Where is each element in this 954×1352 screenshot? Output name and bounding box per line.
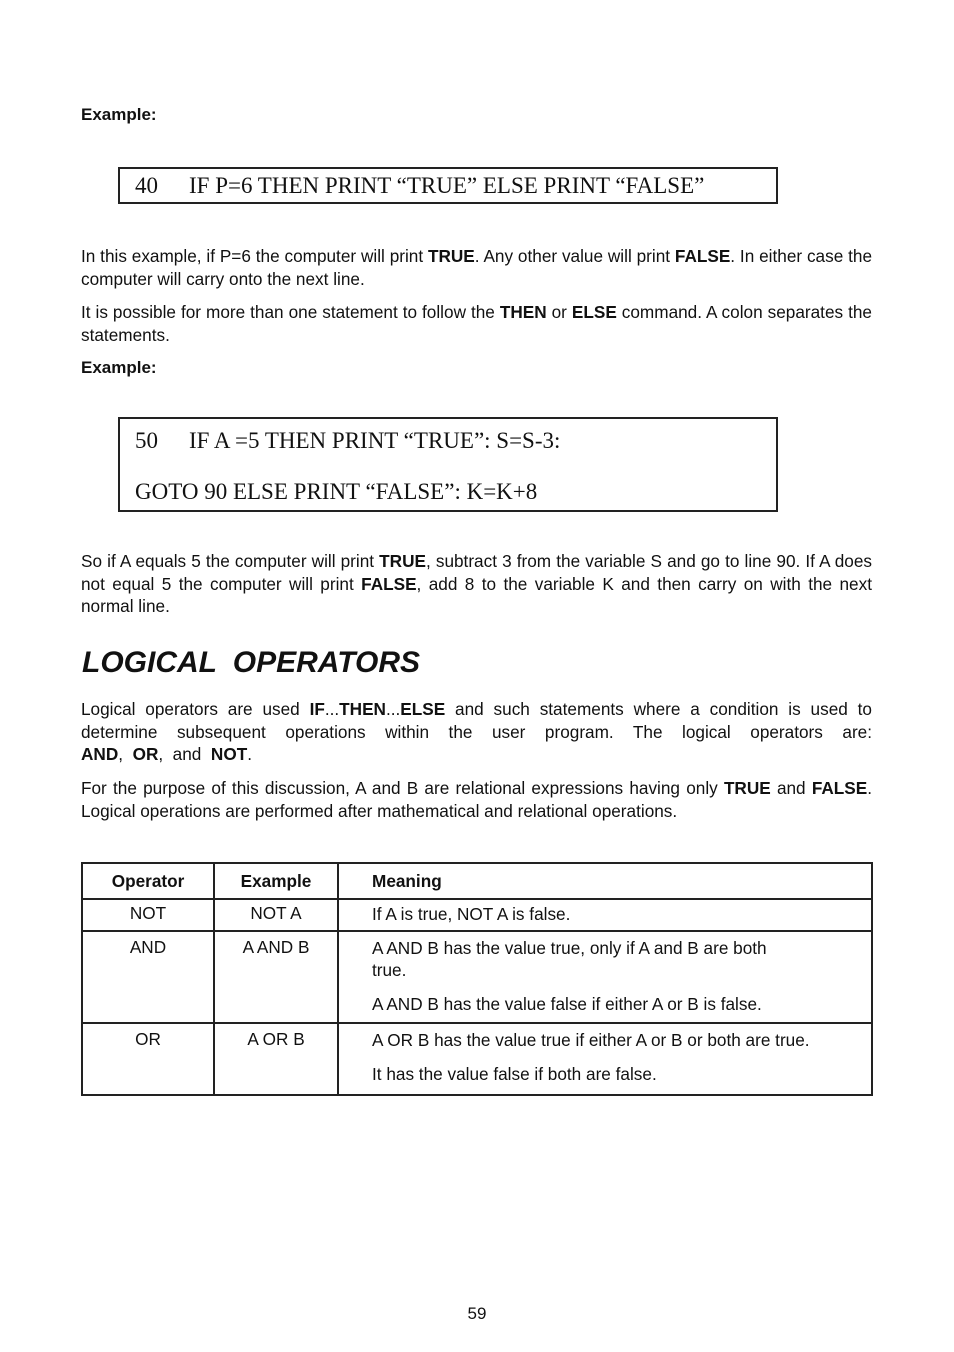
keyword-then: THEN — [499, 302, 547, 322]
example-label: Example: — [81, 358, 157, 377]
text-run: So if A equals 5 the computer will print — [81, 551, 380, 571]
paragraph-multiple-statements — [81, 301, 872, 346]
keyword-else: ELSE — [571, 302, 617, 322]
table-row — [82, 1023, 872, 1095]
text-run: command. A colon separates the statements. — [81, 302, 872, 345]
meaning-text: A OR B has the value true if either A or B or both are true. — [372, 1030, 810, 1050]
paragraph-if-example — [81, 245, 872, 290]
text-run: . — [247, 744, 252, 764]
text-run: For the purpose of this discussion, A and B are relational expressions having only — [81, 778, 724, 798]
meaning-text: A AND B has the value false if either A or B is false. — [372, 993, 762, 1014]
logical-operators-table — [81, 862, 873, 1096]
table-row — [82, 931, 872, 1024]
keyword-false: FALSE — [674, 246, 731, 266]
meaning-cell — [338, 931, 872, 1024]
text-run: or — [546, 302, 572, 322]
keyword-and: AND — [81, 744, 119, 764]
paragraph-purpose — [81, 777, 872, 822]
text-run: and — [770, 778, 812, 798]
paragraph-logical-operators — [81, 698, 872, 766]
operator-cell: AND — [82, 931, 214, 1024]
keyword-else: ELSE — [400, 699, 446, 719]
keyword-not: NOT — [210, 744, 248, 764]
table-row — [82, 899, 872, 931]
example-cell: A AND B — [214, 931, 338, 1024]
code-statement: IF P=6 THEN PRINT “TRUE” ELSE PRINT “FALSE” — [189, 173, 705, 198]
code-line-number: 40 — [135, 173, 158, 198]
example-cell: A OR B — [214, 1023, 338, 1095]
table-header-row — [82, 863, 872, 899]
text-run: Logical operators are used — [81, 699, 310, 719]
code-line — [135, 427, 776, 455]
page-number: 59 — [467, 1304, 487, 1323]
keyword-true: TRUE — [427, 246, 475, 266]
operator-cell: OR — [82, 1023, 214, 1095]
section-heading: LOGICAL OPERATORS — [82, 646, 421, 679]
keyword-false: FALSE — [361, 573, 417, 594]
column-header-meaning: Meaning — [338, 863, 872, 899]
text-run: In this example, if P=6 the computer will print — [81, 246, 428, 266]
column-header-operator: Operator — [82, 863, 214, 899]
text-run: , subtract 3 from the variable S and go to line 90. If A does not equal 5 the computer will print — [81, 551, 872, 594]
text-run: . Any other value will print — [474, 246, 675, 266]
example-cell: NOT A — [214, 899, 338, 931]
column-header-example: Example — [214, 863, 338, 899]
meaning-text: It has the value false if both are false. — [372, 1063, 657, 1084]
paragraph-if-explanation — [81, 550, 872, 618]
text-run: , and — [158, 744, 211, 764]
example-label: Example: — [81, 105, 157, 124]
keyword-true: TRUE — [723, 778, 771, 798]
meaning-cell — [338, 899, 872, 931]
meaning-cell — [338, 1023, 872, 1095]
keyword-false: FALSE — [811, 778, 868, 798]
code-statement: IF A =5 THEN PRINT “TRUE”: S=S-3: — [189, 428, 561, 453]
text-run: and such statements where a condition is used to determine subsequent operations within the user program. The logical operators are: — [81, 699, 872, 742]
code-line-number: 50 — [135, 428, 158, 453]
code-line — [135, 478, 776, 506]
code-box-line-40 — [118, 167, 778, 204]
text-run: It is possible for more than one statement to follow the — [81, 302, 500, 322]
keyword-true: TRUE — [379, 551, 426, 571]
text-run: , — [118, 744, 133, 764]
operator-cell: NOT — [82, 899, 214, 931]
text-run: ... — [385, 699, 401, 719]
meaning-text: A AND B has the value true, only if A and B are both true. — [372, 937, 767, 980]
keyword-then: THEN — [339, 699, 386, 719]
text-run: , add 8 to the variable K and then carry on with the next normal line. — [81, 573, 872, 616]
code-box-line-50 — [118, 417, 778, 512]
text-run: ... — [324, 699, 340, 719]
keyword-if: IF — [309, 699, 325, 719]
meaning-text: If A is true, NOT A is false. — [372, 904, 571, 924]
code-statement: GOTO 90 ELSE PRINT “FALSE”: K=K+8 — [135, 479, 538, 504]
text-run: . In either case the computer will carry onto the next line. — [81, 246, 873, 289]
text-run: . Logical operations are performed after mathematical and relational operations. — [81, 778, 872, 821]
keyword-or: OR — [132, 744, 159, 764]
